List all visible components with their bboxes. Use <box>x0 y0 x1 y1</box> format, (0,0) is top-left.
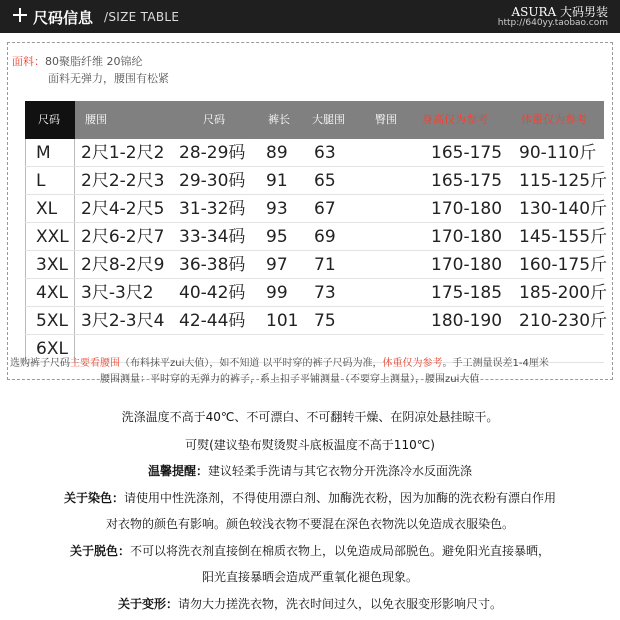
table-row <box>25 251 608 279</box>
cell-waist: 2尺4-2尺5 <box>81 199 165 219</box>
cell-height: 170-180 <box>431 227 503 247</box>
care-ironing: 可熨(建议垫布熨烫熨斗底板温度不高于110℃) <box>185 438 435 452</box>
cell-size-code: 31-32码 <box>179 199 246 219</box>
care-dye-1 <box>0 490 620 506</box>
cell-weight: 185-200斤 <box>519 283 608 303</box>
table-row <box>25 167 608 195</box>
size-table <box>25 101 608 363</box>
cell-length: 101 <box>266 311 299 331</box>
cell-hip <box>361 251 419 278</box>
cell-size-code: 28-29码 <box>179 143 246 163</box>
cell-length: 89 <box>266 143 288 163</box>
cell-size: M <box>25 139 75 166</box>
cell-hip <box>361 307 419 334</box>
cell-hip <box>361 223 419 250</box>
header-size-code: 尺码 <box>203 113 225 126</box>
cell-hip <box>361 279 419 306</box>
cell-waist: 3尺-3尺2 <box>81 283 154 303</box>
page-subtitle: /SIZE TABLE <box>104 10 180 24</box>
cell-size: 6XL <box>25 335 75 362</box>
cell-length: 99 <box>266 283 288 303</box>
care-deform-text: 请勿大力搓洗衣物，洗衣时间过久，以免衣服变形影响尺寸。 <box>178 597 503 611</box>
care-dye-2: 对衣物的颜色有影响。颜色较浅衣物不要混在深色衣物洗以免造成衣服染色。 <box>105 517 514 531</box>
fabric-note: 面料无弹力，腰围有松紧 <box>48 72 169 85</box>
care-fade-2: 阳光直接暴晒会造成严重氧化褪色现象。 <box>201 570 418 584</box>
cell-waist: 2尺1-2尺2 <box>81 143 165 163</box>
brand-logo: ASURA 大码男装 <box>511 5 608 19</box>
care-deform <box>0 596 620 612</box>
table-header <box>25 101 604 139</box>
cell-height: 165-175 <box>431 143 503 163</box>
shop-url[interactable]: http://640yy.taobao.com <box>497 18 608 28</box>
header-waist: 腰围 <box>85 113 107 126</box>
cell-thigh: 71 <box>314 255 336 275</box>
cell-hip <box>361 167 419 194</box>
cell-size: XL <box>25 195 75 222</box>
cell-weight: 115-125斤 <box>519 171 608 191</box>
purchase-note <box>10 357 610 371</box>
cell-size: L <box>25 167 75 194</box>
note-part-b: 主要看腰围 <box>70 358 120 369</box>
header-thigh: 大腿围 <box>312 113 345 126</box>
cell-height: 170-180 <box>431 199 503 219</box>
cell-size: 5XL <box>25 307 75 334</box>
cell-size-code: 40-42码 <box>179 283 246 303</box>
cell-size: XXL <box>25 223 75 250</box>
cell-waist: 2尺6-2尺7 <box>81 227 165 247</box>
cell-waist: 2尺2-2尺3 <box>81 171 165 191</box>
cell-weight: 130-140斤 <box>519 199 608 219</box>
page-title: 尺码信息 <box>33 9 94 27</box>
cell-hip <box>361 139 419 166</box>
cell-thigh: 69 <box>314 227 336 247</box>
cell-size-code: 33-34码 <box>179 227 246 247</box>
cell-waist: 3尺2-3尺4 <box>81 311 165 331</box>
cell-size-code: 29-30码 <box>179 171 246 191</box>
header-size: 尺码 <box>25 101 75 139</box>
cell-size: 3XL <box>25 251 75 278</box>
fabric-label: 面料： <box>12 55 45 68</box>
header-hip: 臀围 <box>375 113 397 126</box>
plus-icon <box>13 8 27 22</box>
fabric-composition: 80聚脂纤维 20锦纶 <box>45 55 143 68</box>
cell-height: 170-180 <box>431 255 503 275</box>
cell-hip <box>361 195 419 222</box>
care-fade-text-1: 不可以将洗衣剂直接倒在棉质衣物上，以免造成局部脱色。避免阳光直接暴晒， <box>130 544 551 558</box>
cell-size-code: 36-38码 <box>179 255 246 275</box>
cell-length: 97 <box>266 255 288 275</box>
care-tip-text: 建议轻柔手洗请与其它衣物分开洗涤冷水反面洗涤 <box>208 464 473 478</box>
cell-weight: 90-110斤 <box>519 143 597 163</box>
header-length: 裤长 <box>268 113 290 126</box>
table-row <box>25 307 608 335</box>
care-fade-label: 关于脱色： <box>69 544 130 558</box>
fabric-info <box>12 53 169 87</box>
table-row <box>25 139 604 167</box>
cell-height: 165-175 <box>431 171 503 191</box>
cell-weight: 160-175斤 <box>519 255 608 275</box>
cell-thigh: 73 <box>314 283 336 303</box>
cell-thigh: 65 <box>314 171 336 191</box>
note-part-a: 选购裤子尺码 <box>10 358 70 369</box>
header-bar <box>0 0 620 33</box>
care-dye-text-1: 请使用中性洗涤剂，不得使用漂白剂、加酶洗衣粉，因为加酶的洗衣粉有漂白作用 <box>124 491 557 505</box>
cell-waist: 2尺8-2尺9 <box>81 255 165 275</box>
care-dye-label: 关于染色： <box>63 491 124 505</box>
table-row <box>25 195 608 223</box>
care-deform-label: 关于变形： <box>117 597 178 611</box>
cell-height: 180-190 <box>431 311 503 331</box>
measure-note: 腰围测量：平时穿的无弹力的裤子，系上扣子平铺测量（不要穿上测量），腰围zui大值 <box>100 374 480 385</box>
cell-thigh: 75 <box>314 311 336 331</box>
table-row <box>25 279 608 307</box>
cell-size: 4XL <box>25 279 75 306</box>
cell-length: 95 <box>266 227 288 247</box>
cell-thigh: 63 <box>314 143 336 163</box>
care-fade-1 <box>0 543 620 559</box>
header-weight: 体重仅为参考 <box>521 113 587 126</box>
table-row <box>25 223 608 251</box>
cell-length: 93 <box>266 199 288 219</box>
note-part-c: （布料抹平zui大值），如不知道 以平时穿的裤子尺码为准， <box>120 358 383 369</box>
cell-height: 175-185 <box>431 283 503 303</box>
cell-thigh: 67 <box>314 199 336 219</box>
cell-weight: 210-230斤 <box>519 311 608 331</box>
note-part-d: 体重仅为参考 <box>382 358 443 369</box>
care-washing: 洗涤温度不高于40℃、不可漂白、不可翻转干燥、在阴凉处悬挂晾干。 <box>121 410 499 424</box>
care-tip <box>0 463 620 479</box>
note-part-e: 。手工测量误差1-4厘米 <box>442 358 549 369</box>
cell-size-code: 42-44码 <box>179 311 246 331</box>
cell-weight: 145-155斤 <box>519 227 608 247</box>
care-tip-label: 温馨提醒： <box>147 464 208 478</box>
header-height: 身高仅为参考 <box>422 113 488 126</box>
cell-length: 91 <box>266 171 288 191</box>
